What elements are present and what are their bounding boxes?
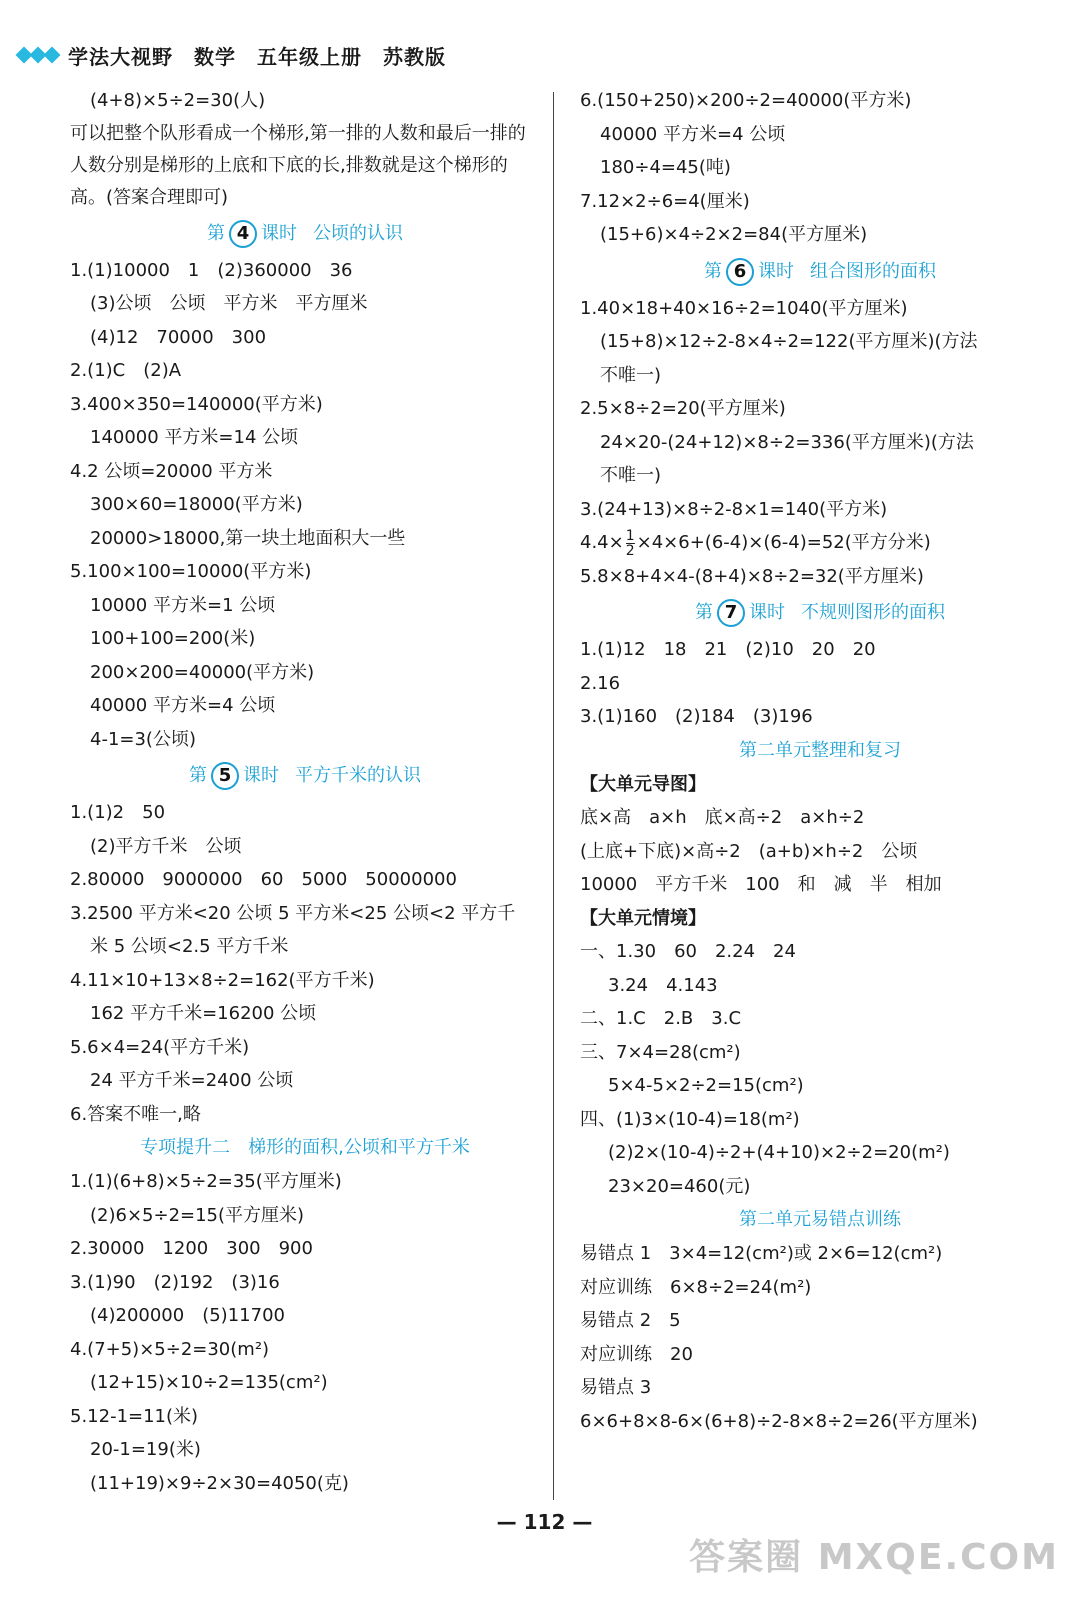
answer-paragraph: 可以把整个队形看成一个梯形,第一排的人数和最后一排的人数分别是梯形的上底和下底的长,排数就是这个梯形的高。(答案合理即可) (70, 122, 526, 208)
section-heading: 专项提升二 梯形的面积,公顷和平方千米 (140, 1137, 470, 1158)
answer-line: 20-1=19(米) (90, 1439, 201, 1460)
answer-line: 1.(1)10000 1 (2)360000 36 (70, 259, 353, 281)
answer-line: 不唯一) (600, 465, 662, 486)
lesson-number-badge: 4 (229, 220, 257, 248)
answer-line: 40000 平方米=4 公顷 (600, 123, 786, 145)
lesson-number-badge: 7 (717, 599, 745, 627)
header-title: 学法大视野 数学 五年级上册 苏教版 (68, 44, 446, 69)
answer-line: (4)200000 (5)11700 (90, 1305, 285, 1326)
lesson-heading (70, 214, 540, 254)
answer-line: (上底+下底)×高÷2 (a+b)×h÷2 公顷 (580, 840, 918, 862)
answer-line: 24×20-(24+12)×8÷2=336(平方厘米)(方法 (600, 431, 974, 453)
lesson-heading (580, 593, 1060, 633)
answer-line: 米 5 公顷<2.5 平方千米 (90, 936, 289, 957)
answer-line: 易错点 3 (580, 1377, 652, 1398)
lesson-number-badge: 6 (726, 258, 754, 286)
fraction (626, 529, 635, 558)
answer-line: 1.(1)12 18 21 (2)10 20 20 (580, 639, 876, 660)
answer-line: 2.30000 1200 300 900 (70, 1238, 313, 1259)
answer-line: (12+15)×10÷2=135(cm²) (90, 1372, 328, 1393)
lesson-prefix: 第 (704, 260, 722, 282)
answer-line-fraction (580, 526, 1060, 560)
answer-line: 4.(7+5)×5÷2=30(m²) (70, 1338, 270, 1360)
answer-line: 162 平方千米=16200 公顷 (90, 1003, 317, 1024)
answer-line: 2.(1)C (2)A (70, 360, 182, 381)
answer-line: 300×60=18000(平方米) (90, 494, 303, 515)
page-number: — 112 — (496, 1510, 593, 1534)
answer-line: 100+100=200(米) (90, 628, 256, 649)
answer-line: 3.(1)90 (2)192 (3)16 (70, 1271, 280, 1293)
answer-line: 7.12×2÷6=4(厘米) (580, 190, 750, 212)
logo-icon (18, 49, 58, 61)
answer-line: 2.5×8÷2=20(平方厘米) (580, 398, 786, 419)
answer-line: (2)平方千米 公顷 (90, 835, 242, 857)
answer-line: 4.2 公顷=20000 平方米 (70, 460, 273, 482)
fraction-denominator: 2 (625, 542, 635, 559)
answer-line: 5.8×8+4×4-(8+4)×8÷2=32(平方厘米) (580, 565, 924, 587)
answer-line: 20000>18000,第一块土地面积大一些 (90, 527, 406, 549)
left-column (70, 84, 540, 1500)
lesson-prefix: 第 (695, 602, 713, 623)
lesson-title: 组合图形的面积 (810, 260, 936, 282)
answer-line: 6.答案不唯一,略 (70, 1103, 201, 1125)
lesson-prefix: 第 (189, 765, 207, 786)
answer-line: 200×200=40000(平方米) (90, 661, 315, 683)
lesson-suffix: 课时 (749, 602, 785, 623)
answer-line: 1.(1)2 50 (70, 802, 166, 823)
expr-part: 4.4× (580, 532, 624, 553)
answer-line: 5×4-5×2÷2=15(cm²) (608, 1075, 804, 1096)
lesson-title: 平方千米的认识 (295, 765, 421, 786)
answer-line: (15+6)×4÷2×2=84(平方厘米) (600, 224, 868, 245)
section-heading: 第二单元整理和复习 (739, 739, 901, 761)
answer-line: 一、1.30 60 2.24 24 (580, 941, 796, 962)
answer-line: 5.100×100=10000(平方米) (70, 561, 312, 582)
answer-line: 23×20=460(元) (608, 1175, 751, 1197)
expr-part: ×4×6+(6-4)×(6-4)=52(平方分米) (636, 532, 931, 553)
lesson-prefix: 第 (207, 222, 225, 244)
answer-line: 3.(24+13)×8÷2-8×1=140(平方米) (580, 498, 888, 520)
page-header (18, 38, 446, 72)
answer-line: 140000 平方米=14 公顷 (90, 427, 299, 448)
answer-line: 3.2500 平方米<20 公顷 5 平方米<25 公顷<2 平方千 (70, 902, 516, 924)
answer-line: (2)6×5÷2=15(平方厘米) (90, 1204, 305, 1226)
answer-line: 1.(1)(6+8)×5÷2=35(平方厘米) (70, 1171, 342, 1192)
answer-line: 对应训练 20 (580, 1343, 693, 1365)
answer-line: 5.12-1=11(米) (70, 1405, 199, 1427)
answer-line: (4+8)×5÷2=30(人) (90, 90, 266, 111)
answer-line: 底×高 a×h 底×高÷2 a×h÷2 (580, 807, 865, 828)
answer-line: 二、1.C 2.B 3.C (580, 1008, 742, 1029)
answer-line: 6×6+8×8-6×(6+8)÷2-8×8÷2=26(平方厘米) (580, 1410, 978, 1432)
lesson-suffix: 课时 (758, 260, 794, 282)
answer-line: 24 平方千米=2400 公顷 (90, 1070, 294, 1091)
answer-line: 40000 平方米=4 公顷 (90, 695, 276, 716)
answer-line: 三、7×4=28(cm²) (580, 1041, 741, 1063)
lesson-title: 不规则图形的面积 (801, 602, 945, 623)
column-divider (553, 92, 554, 1500)
answer-line: 3.24 4.143 (608, 974, 718, 996)
lesson-heading (580, 252, 1060, 292)
lesson-suffix: 课时 (261, 222, 297, 244)
answer-line: 1.40×18+40×16÷2=1040(平方厘米) (580, 297, 908, 319)
answer-line: 5.6×4=24(平方千米) (70, 1036, 250, 1058)
answer-line: (4)12 70000 300 (90, 326, 267, 348)
subsection-heading: 【大单元导图】 (580, 773, 706, 795)
answer-line: 4-1=3(公顷) (90, 728, 196, 750)
answer-line: 不唯一) (600, 364, 662, 386)
subsection-heading: 【大单元情境】 (580, 907, 706, 929)
answer-line: (11+19)×9÷2×30=4050(克) (90, 1472, 349, 1494)
lesson-heading (70, 756, 540, 796)
answer-line: 对应训练 6×8÷2=24(m²) (580, 1276, 812, 1298)
fraction-numerator: 1 (625, 527, 635, 544)
answer-line: (3)公顷 公顷 平方米 平方厘米 (90, 293, 368, 314)
watermark: 答案圈 MXQE.COM (689, 1537, 1059, 1578)
answer-line: 4.11×10+13×8÷2=162(平方千米) (70, 969, 375, 991)
answer-line: (15+8)×12÷2-8×4÷2=122(平方厘米)(方法 (600, 331, 978, 352)
section-heading: 第二单元易错点训练 (739, 1209, 901, 1230)
right-column (580, 84, 1060, 1438)
answer-line: 10000 平方千米 100 和 减 半 相加 (580, 874, 942, 895)
answer-line: 3.400×350=140000(平方米) (70, 393, 323, 415)
answer-line: 3.(1)160 (2)184 (3)196 (580, 706, 813, 727)
answer-line: 易错点 1 3×4=12(cm²)或 2×6=12(cm²) (580, 1243, 943, 1264)
answer-line: 2.80000 9000000 60 5000 50000000 (70, 869, 457, 890)
answer-line: 四、(1)3×(10-4)=18(m²) (580, 1108, 800, 1130)
answer-line: 6.(150+250)×200÷2=40000(平方米) (580, 90, 912, 111)
lesson-number-badge: 5 (211, 762, 239, 790)
answer-line: 10000 平方米=1 公顷 (90, 594, 276, 616)
answer-line: (2)2×(10-4)÷2+(4+10)×2÷2=20(m²) (608, 1142, 950, 1163)
answer-line: 易错点 2 5 (580, 1310, 681, 1331)
lesson-title: 公顷的认识 (313, 222, 403, 244)
answer-line: 180÷4=45(吨) (600, 157, 731, 178)
lesson-suffix: 课时 (243, 765, 279, 786)
answer-line: 2.16 (580, 672, 621, 694)
